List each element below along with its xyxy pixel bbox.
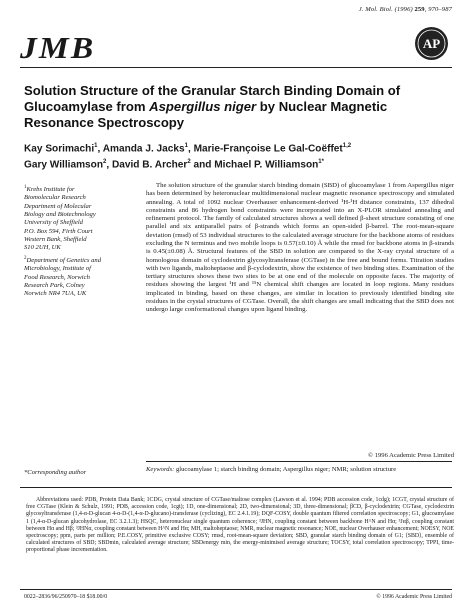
publisher-monogram-icon <box>415 27 448 60</box>
article-title <box>24 83 454 131</box>
journal-year: (1996) <box>394 6 413 13</box>
affiliation-line: Department of Genetics and <box>26 257 102 265</box>
affiliation-line: Research Park, Colney <box>24 282 85 290</box>
author-name: David B. Archer <box>111 159 188 171</box>
affiliation-1 <box>24 184 139 253</box>
author-name: Gary Williamson <box>24 159 104 171</box>
author-affiliation-mark: 1* <box>318 158 324 165</box>
corresponding-author-note: *Corresponding author <box>24 469 87 476</box>
affiliation-line: Krebs Institute for <box>26 186 75 194</box>
author-affiliation-mark: 1,2 <box>342 143 352 149</box>
affiliation-line: Norwich NR4 7UA, UK <box>24 290 87 298</box>
footer-code: 0022–2836/96/250970–18 $18.00/0 <box>24 594 108 600</box>
journal-logo: JMB <box>20 30 96 65</box>
affiliation-line: Western Bank, Sheffield <box>24 235 87 243</box>
title-part-2: by Nuclear Magnetic Resonance Spectroscopy <box>24 99 388 130</box>
keywords-label: Keywords: <box>146 466 175 473</box>
footer-copyright: © 1996 Academic Press Limited <box>376 594 452 600</box>
body-rule <box>20 487 452 488</box>
journal-pages: , 970–987 <box>424 6 452 13</box>
author-name: Michael P. Williamson <box>214 159 319 171</box>
journal-volume: 259 <box>414 6 425 13</box>
affiliation-line: Department of Molecular <box>24 202 92 210</box>
title-species: Aspergillus niger <box>149 99 257 114</box>
author-name: Amanda J. Jacks <box>102 143 185 155</box>
affiliation-line: S10 2UH, UK <box>24 244 61 252</box>
publisher-logo <box>415 27 448 60</box>
affiliation-line: Microbiology, Institute of <box>24 265 91 273</box>
author-list: Kay Sorimachi$^1$, Amanda J. Jacks$^1$, Marie-Françoise Le Gal-Coëffet$^{1,2}$ Gary Williamson$^2$, David B. Archer$^2$ and Michael P. Williamson$^{1*}$ <box>24 143 352 171</box>
svg-text:AP: AP <box>422 36 441 51</box>
author-affiliation-mark: 2 <box>187 158 191 165</box>
journal-citation <box>359 6 452 13</box>
affiliation-mark: 2 <box>24 256 27 261</box>
author-affiliation-mark: 1 <box>94 143 98 149</box>
author-affiliation-mark: 1 <box>184 143 188 149</box>
author-name: Marie-Françoise Le Gal-Coëffet <box>193 143 343 155</box>
keywords <box>146 466 454 474</box>
author-name: Kay Sorimachi <box>24 143 95 155</box>
abbreviations-footnote: Abbreviations used: PDB, Protein Data Bank; 1CDG, crystal structure of CGTase/maltose complex (Lawson et al. 1994; PDB accession code, 1cdg); 1CGT, crystal structure of free CGTase (Klein & Schulz, 1991; PDB, accession code, 1cgt); 1D, one-dimensional; 2D, two-dimensional; 3D, three-dimensional; βCD, β-cyclodextrin; CGTase, cyclodextrin glycosyltransferase (1,4-α-D-glucan 4-α-D-(1,4-α-D-glucano)-transferase (cyclizing), EC 2.4.1.19); DQF-COSY, double quantum filtered correlation spectroscopy; G1, glucoamylase 1 (1,4-α-D-glucan glucohydrolase, EC 3.2.1.3); HSQC, heteronuclear single quantum coherence; ³JHN, coupling constant between backbone H^N and Hα; ³Jαβ, coupling constant between Hα and Hβ; ³JHNα, coupling constant between H^N and Hα; MH, maltoheptaose; NMR, nuclear magnetic resonance; NOE, nuclear Overhauser enhancement; NOESY, NOE spectroscopy; ppm, parts per million; P.E.COSY, primitive exclusive COSY; rmsd, root-mean-square deviation; SBD, granular starch binding domain of G1; ⟨SBD⟩, ensemble of calculated structures of SBD; SBDmin, calculated average structure; SBDenergy min, the energy-minimised average structure; TOCSY, total correlation spectroscopy; TPPI, time-proportional phase incrementation. <box>26 497 454 554</box>
abstract-copyright: © 1996 Academic Press Limited <box>368 452 454 459</box>
footer-rule <box>20 589 452 590</box>
keywords-text: glucoamylase 1; starch binding domain; Aspergillus niger; NMR; solution structure <box>175 466 397 473</box>
affiliation-mark: 1 <box>24 185 27 190</box>
affiliation-line: Biology and Biotechnology <box>24 211 96 219</box>
author-affiliation-mark: 2 <box>103 158 107 165</box>
affiliation-line: P.O. Box 594, Firth Court <box>24 227 93 235</box>
keywords-rule <box>146 461 452 462</box>
journal-name: J. Mol. Biol. <box>358 6 393 13</box>
affiliation-line: Food Research, Norwich <box>24 273 90 281</box>
affiliation-line: University of Sheffield <box>24 219 83 227</box>
affiliation-line: Biomolecular Research <box>24 194 86 202</box>
header-rule <box>20 67 452 68</box>
affiliation-2 <box>24 255 139 299</box>
title-part-1: Solution Structure of the Granular Starch Binding Domain of Glucoamylase from <box>24 83 401 114</box>
abstract: The solution structure of the granular starch binding domain (SBD) of glucoamylase 1 from Aspergillus niger has been determined by heteronuclear multidimensional nuclear magnetic resonance spectroscopy and simulated annealing. A total of 1092 nuclear Overhauser enhancement-derived ¹H-¹H distance constraints, 137 dihedral constraints and 86 hydrogen bond constraints were incorporated into an X-PLOR simulated annealing and refinement protocol. The family of calculated structures shows a well defined β-sheet structure consisting of one parallel and six antiparallel pairs of β-strands which forms an open-sided β-barrel. The root-mean-square deviation (rmsd) of 53 individual structures to the calculated average structure for the backbone atoms of residues excluding the N terminus and two mobile loops is 0.57(±0.10) Å while the rmsd for backbone atoms in β-strands is 0.45(±0.08) Å. Structural features of the SBD in solution are compared to the X-ray crystal structure of a homologous domain of cyclodextrin glycosyltransferase (CGTase) in the free and bound forms. Titration studies with two ligands, maltoheptaose and β-cyclodextrin, show the existence of two binding sites. Examination of the tertiary structures shows these two sites to be at one end of the molecule on opposite faces. The majority of residues showing the largest ¹H and ¹⁵N chemical shift changes are located in loop regions. Many residues implicated in binding, based on these changes, are similar in location to previously identified binding site residues in the crystal structures of CGTase. Overall, the shift changes are small indicating that the SBD does not undergo large conformational changes upon ligand binding. <box>146 182 454 314</box>
